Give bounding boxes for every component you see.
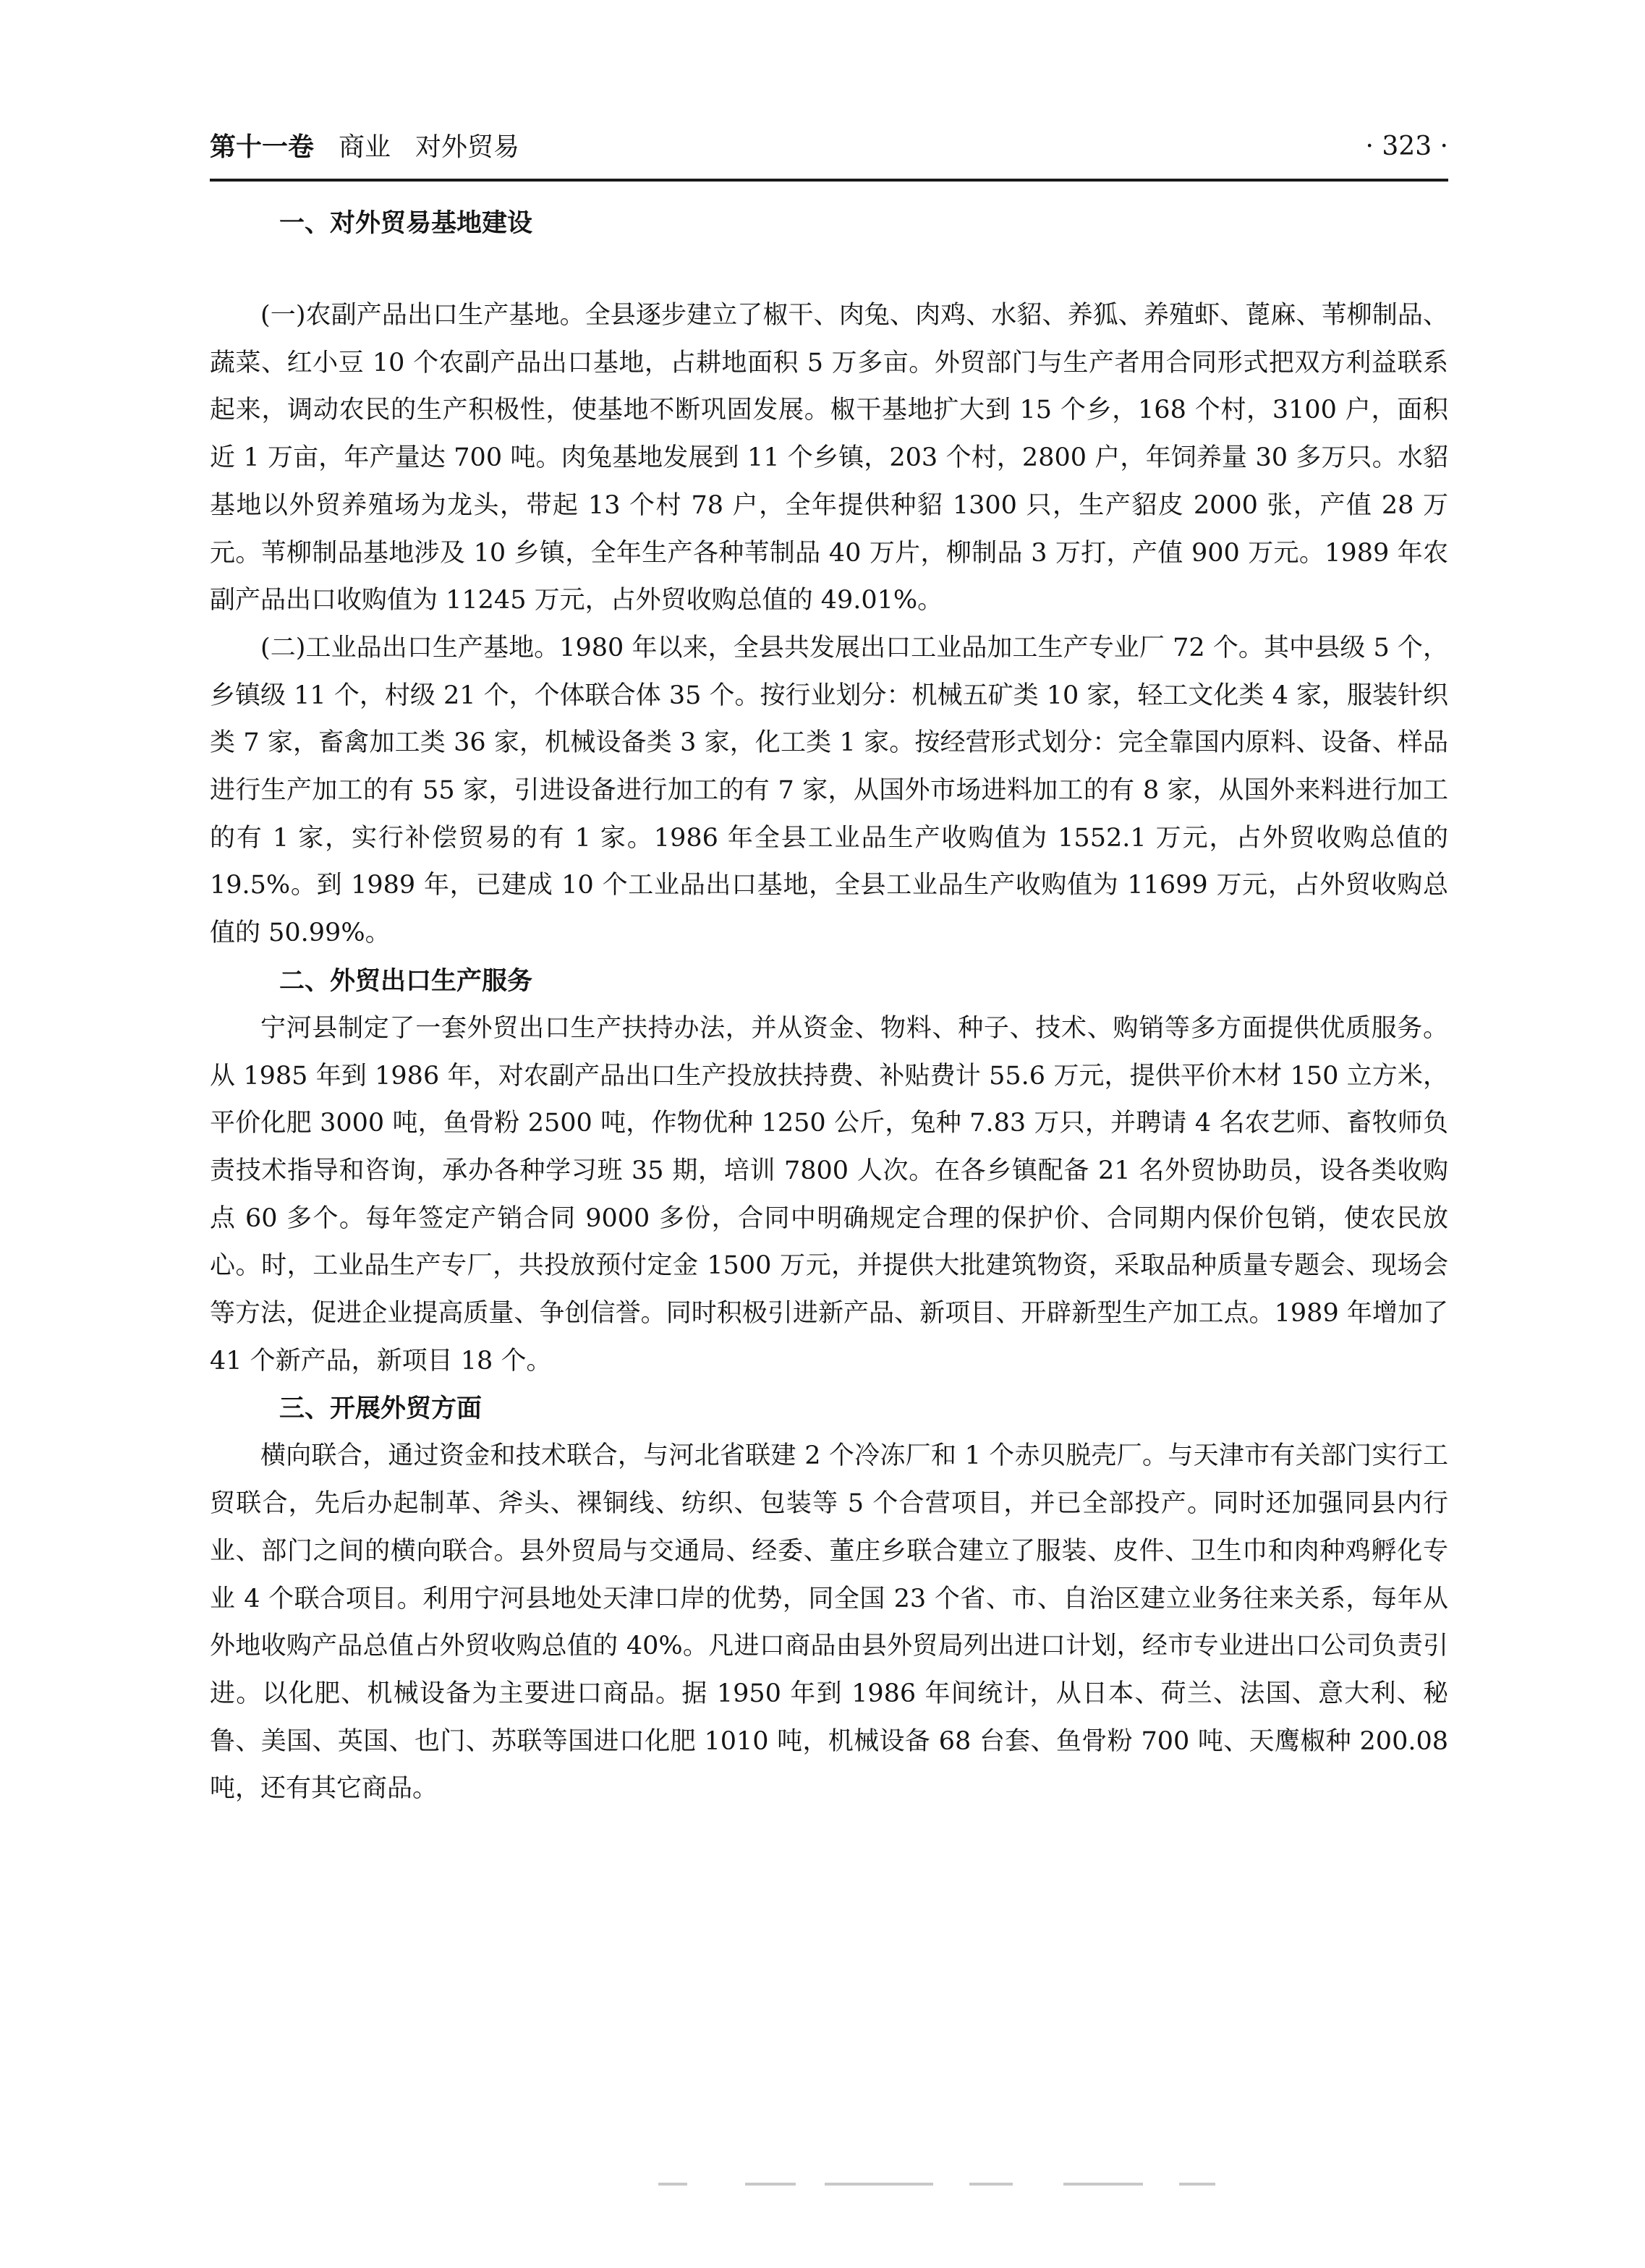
paragraph-production-service: 宁河县制定了一套外贸出口生产扶持办法，并从资金、物料、种子、技术、购销等多方面提供优质服务。从 1985 年到 1986 年，对农副产品出口生产投放扶持费、补贴费计 55.6 万元，提供平价木材 150 立方米，平价化肥 3000 吨，鱼骨粉 2500 吨，作物优种 1250 公斤，兔种 7.83 万只，并聘请 4 名农艺师、畜牧师负责技术指导和咨询，承办各种学习班 35 期，培训 7800 人次。在各乡镇配备 21 名外贸协助员，设各类收购点 60 多个。每年签定产销合同 9000 多份，合同中明确规定合理的保护价、合同期内保价包销，使农民放心。时，工业品生产专厂，共投放预付定金 1500 万元，并提供大批建筑物资，采取品种质量专题会、现场会等方法，促进企业提高质量、争创信誉。同时积极引进新产品、新项目、开辟新型生产加工点。1989 年增加了 41 个新产品，新项目 18 个。 [210,1013,1448,1376]
header-section: 商业 [339,132,391,162]
header-title-group [210,129,519,166]
page-body [210,200,1448,1813]
paragraph-industrial-base: (二)工业品出口生产基地。1980 年以来，全县共发展出口工业品加工生产专业厂 72 个。其中县级 5 个，乡镇级 11 个，村级 21 个，个体联合体 35 个。按行业划分：机械五矿类 10 家，轻工文化类 4 家，服装针织类 7 家，畜禽加工类 36 家，机械设备类 3 家，化工类 1 家。按经营形式划分：完全靠国内原料、设备、样品进行生产加工的有 55 家，引进设备进行加工的有 7 家，从国外市场进料加工的有 8 家，从国外来料进行加工的有 1 家，实行补偿贸易的有 1 家。1986 年全县工业品生产收购值为 1552.1 万元，占外贸收购总值的 19.5%。到 1989 年，已建成 10 个工业品出口基地，全县工业品生产收购值为 11699 万元，占外贸收购总值的 50.99%。 [210,633,1448,948]
page-number: · 323 · [1365,132,1448,161]
section-heading-3: 三、开展外贸方面 [279,1394,483,1424]
header-volume: 第十一卷 [210,132,315,162]
header-subsection: 对外贸易 [415,132,520,162]
header-rule [210,179,1448,182]
scan-artifact [658,2183,1223,2187]
section-heading-1: 一、对外贸易基地建设 [279,209,533,238]
paragraph-agri-base: (一)农副产品出口生产基地。全县逐步建立了椒干、肉兔、肉鸡、水貂、养狐、养殖虾、蓖麻、苇柳制品、蔬菜、红小豆 10 个农副产品出口基地，占耕地面积 5 万多亩。外贸部门与生产者用合同形式把双方利益联系起来，调动农民的生产积极性，使基地不断巩固发展。椒干基地扩大到 15 个乡，168 个村，3100 户，面积近 1 万亩，年产量达 700 吨。肉兔基地发展到 11 个乡镇，203 个村，2800 户，年饲养量 30 多万只。水貂基地以外贸养殖场为龙头，带起 13 个村 78 户，全年提供种貂 1300 只，生产貂皮 2000 张，产值 28 万元。苇柳制品基地涉及 10 乡镇，全年生产各种苇制品 40 万片，柳制品 3 万打，产值 900 万元。1989 年农副产品出口收购值为 11245 万元，占外贸收购总值的 49.01%。 [210,301,1448,615]
section-heading-2: 二、外贸出口生产服务 [279,966,533,996]
paragraph-trade-cooperation: 横向联合，通过资金和技术联合，与河北省联建 2 个冷冻厂和 1 个赤贝脱壳厂。与天津市有关部门实行工贸联合，先后办起制革、斧头、裸铜线、纺织、包装等 5 个合营项目，并已全部投产。同时还加强同县内行业、部门之间的横向联合。县外贸局与交通局、经委、董庄乡联合建立了服装、皮件、卫生巾和肉种鸡孵化专业 4 个联合项目。利用宁河县地处天津口岸的优势，同全国 23 个省、市、自治区建立业务往来关系，每年从外地收购产品总值占外贸收购总值的 40%。凡进口商品由县外贸局列出进口计划，经市专业进出口公司负责引进。以化肥、机械设备为主要进口商品。据 1950 年到 1986 年间统计，从日本、荷兰、法国、意大利、秘鲁、美国、英国、也门、苏联等国进口化肥 1010 吨，机械设备 68 台套、鱼骨粉 700 吨、天鹰椒种 200.08 吨，还有其它商品。 [210,1441,1448,1804]
running-header [210,129,1448,175]
